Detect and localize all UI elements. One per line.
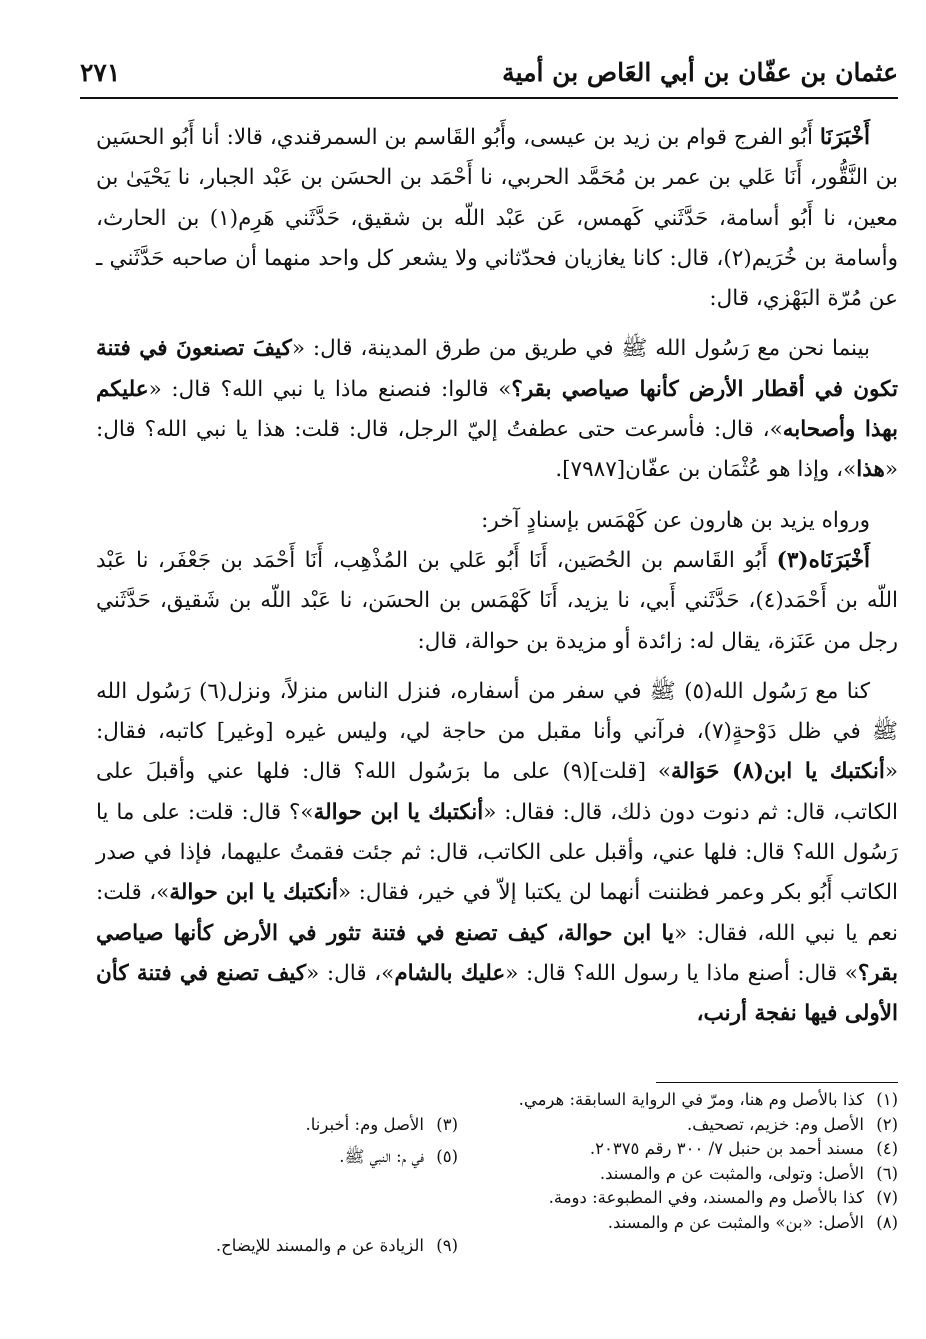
- footnote-item: [478, 1186, 898, 1211]
- hadith-quote: أنكتبك يا ابن حوالة: [169, 880, 338, 906]
- paragraph-transition: [96, 501, 898, 541]
- footnote-number: (٩): [436, 1235, 458, 1255]
- hadith-quote: كيف تصنع في فتنة كأن الأولى فيها نفجة أرنب،: [96, 960, 898, 1027]
- footnote-text: في م: النبي ﷺ.: [339, 1147, 424, 1166]
- footnote-text: كذا بالأصل وم هنا، ومرّ في الرواية السابقة: هرمي.: [518, 1090, 864, 1109]
- hadith-quote: يا ابن حوالة، كيف تصنع في فتنة تثور في الأرض كأنها صياصي بقر؟: [96, 920, 898, 986]
- paragraph-hadith-1: [96, 329, 898, 490]
- isnad-lead: أَخْبَرَنَا: [819, 125, 870, 150]
- footnote-number: (٢): [876, 1114, 898, 1134]
- footnote-text: الأصل: «بن» والمثبت عن م والمسند.: [607, 1212, 864, 1232]
- footnote-text: الأصل: وتولى، والمثبت عن م والمسند.: [599, 1163, 864, 1183]
- paragraph-text: »، وإذا هو عُثْمَان بن عفّان[٧٩٨٧].: [555, 457, 857, 483]
- footnote-rule: [656, 1082, 898, 1083]
- footnote-number: (٣): [436, 1114, 458, 1134]
- paragraph-text: أَبُو الفرج قوام بن زيد بن عيسى، وأَبُو القَاسم بن السمرقندي، قالا: أنا أَبُو الحسَين بن النَّقُّور، أَنَا عَلي بن عمر بن مُحَمَّد الحربي، نا أَحْمَد بن الحسَن بن عَبْد الجبار، نا يَحْيَىٰ بن معين، نا أَبُو أسامة، حَدَّثَني كَهمس، عَن عَبْد اللّه بن شقيق، حَدَّثَني هَرِم(١) بن الحارث، وأسامة بن خُرَيم(٢)، قال: كانا يغازيان فحدّثاني ولا يشعر كل واحد منهما أن صاحبه حَدَّثَني ـ عن مُرّة البَهْزي، قال:: [96, 125, 898, 312]
- paragraph-text: » قالوا: فنصنع ماذا يا نبي الله؟ قال: «: [148, 376, 512, 402]
- paragraph-text: أَبُو القَاسم بن الحُصَين، أَنَا أَبُو عَلي بن المُذْهِب، أَنَا أَحْمَد بن جَعْفَر، نا عَبْد اللّه بن أَحْمَد(٤)، حَدَّثَني أَبي، نا يزيد، أَنَا كَهْمَس بن الحسَن، نا عَبْد اللّه بن شَقيق، حَدَّثَني رجل من عَنَزة، يقال له: زائدة أو مزيدة بن حوالة، قال:: [96, 547, 898, 654]
- paragraph-text: »؟ قال: قلت: على ما يا رَسُول الله؟ قال: فلها عني، وأقبل على الكاتب، قال: ثم جئت فقمتُ عليهما، فإذا في صدر الكاتب أَبُو بكر وعمر فظننت أنهما لن يكتبا إلاّ في خير، فقال: «: [96, 799, 898, 906]
- footnote-number: (٤): [876, 1139, 898, 1158]
- paragraph-isnad-1: [96, 118, 898, 319]
- paragraph-text: »، قلت: نعم يا نبي الله، فقال: «: [96, 880, 898, 946]
- paragraph-text: ورواه يزيد بن هارون عن كَهْمَس بإسنادٍ آخر:: [481, 507, 870, 533]
- paragraph-text: »، قال: «: [306, 960, 395, 986]
- footnote-item: [478, 1137, 898, 1162]
- footnote-item: [78, 1113, 458, 1138]
- footnote-item: [478, 1211, 898, 1236]
- footnote-text: الزيادة عن م والمسند للإيضاح.: [215, 1235, 424, 1255]
- footnote-text: الأصل وم: أخبرنا.: [305, 1114, 424, 1134]
- hadith-quote: عليك بالشام: [394, 960, 506, 986]
- hadith-quote: أنكتبك يا ابن حوالة: [313, 799, 484, 825]
- hadith-quote: هذا: [856, 457, 885, 483]
- footnotes-right-column: [478, 1088, 898, 1235]
- footnotes-left-column: [78, 1088, 458, 1258]
- footnote-number: (٥): [436, 1147, 458, 1166]
- header-title: عثمان بن عفّان بن أبي العَاص بن أمية: [502, 58, 898, 87]
- main-text: [96, 118, 898, 1035]
- footnote-item: [478, 1088, 898, 1113]
- running-header: [80, 56, 898, 96]
- paragraph-text: »، قال: فأسرعت حتى عطفتُ إليّ الرجل، قال: قلت: هذا يا نبي الله؟ قال: «: [96, 417, 898, 483]
- footnote-text: كذا بالأصل وم والمسند، وفي المطبوعة: دومة.: [548, 1188, 864, 1207]
- paragraph-text: كنا مع رَسُول الله(٥) ﷺ في سفر من أسفاره، فنزل الناس منزلاً، ونزل(٦) رَسُول الله ﷺ في ظل دَوْحةٍ(٧)، فرآني وأنا مقبل من حاجة لي، وليس غيره [وغير] كاتبه، فقال: «: [96, 678, 899, 785]
- footnote-number: (٨): [876, 1212, 898, 1232]
- footnote-text: مسند أحمد بن حنبل ٧/ ٣٠٠ رقم ٢٠٣٧٥.: [589, 1139, 864, 1158]
- footnote-item: [478, 1113, 898, 1138]
- footnote-number: (٧): [876, 1188, 898, 1207]
- hadith-quote: عليكم بهذا وأصحابه: [96, 376, 898, 443]
- footnote-number: (٦): [876, 1163, 898, 1183]
- isnad-lead: أَخْبَرَنَاه(٣): [776, 547, 870, 573]
- paragraph-isnad-2: [96, 541, 898, 662]
- hadith-quote: أنكتبك يا ابن(٨) حَوَالة: [671, 759, 885, 785]
- paragraph-hadith-2: [96, 672, 898, 1035]
- footnote-text: الأصل وم: خزيم، تصحيف.: [686, 1114, 864, 1134]
- paragraph-text: » قال: أصنع ماذا يا رسول الله؟ قال: «: [505, 960, 858, 986]
- hadith-quote: كيفَ تصنعونَ في فتنة تكون في أقطار الأرض كأنها صياصي بقر؟: [96, 336, 898, 402]
- footnote-item: [478, 1162, 898, 1187]
- header-rule: [80, 97, 898, 99]
- footnote-item: [78, 1234, 458, 1259]
- footnote-item: [78, 1145, 458, 1170]
- footnote-number: (١): [876, 1090, 898, 1109]
- page-number: ٢٧١: [80, 58, 121, 87]
- paragraph-text: بينما نحن مع رَسُول الله ﷺ في طريق من طرق المدينة، قال: «: [291, 336, 870, 362]
- paragraph-text: » [قلت](٩) على ما برَسُول الله؟ قال: فلها عني وأقبلَ على الكاتب، قال: ثم دنوت دون ذلك، قال: فقال: «: [96, 759, 898, 825]
